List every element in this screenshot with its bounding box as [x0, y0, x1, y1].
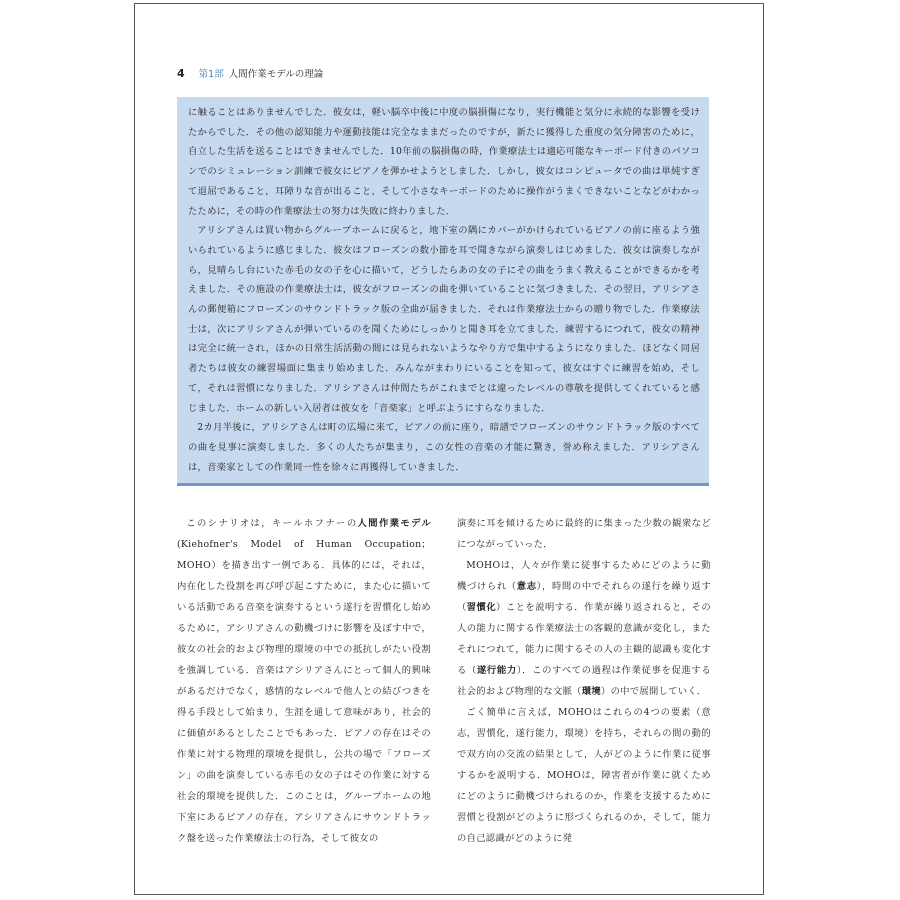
body-paragraph: ごく簡単に言えば，MOHOはこれらの4つの要素（意志，習慣化，遂行能力，環境）を持ち，それらの間の動的で双方向の交流の結果として，人がどのように作業に従事するかを説明する．MOHOは，障害者が作業に就くためにどのように動機づけられるのか，作業を支援するために習慣と役割がどのように形づくられるのか，そして，能力の自己認識がどのように発 — [457, 707, 711, 844]
body-paragraph: 演奏に耳を傾けるために最終的に集まった少数の観衆などにつながっていった． — [457, 518, 711, 550]
case-paragraph: アリシアさんは買い物からグループホームに戻ると，地下室の隅にカバーがかけられているピアノの前に座るよう強いられているように感じました．彼女はフローズンの数小節を耳で聞きながら演奏しはじめました．彼女は演奏しながら，見晴らし台にいた赤毛の女の子を心に描いて，どうしたらあの女の子にその曲をうまく教えることができるかを考えました．その施設の作業療法士は，彼女がフローズンの曲を弾いていることに気づきました．その翌日，アリシアさんの郵便箱にフローズンのサウンドトラック版の全曲が届きました．それは作業療法士からの贈り物でした．作業療法士は，次にアリシアさんが弾いているのを聞くためにしっかりと聞き耳を立てました．練習するにつれて，彼女の精神は完全に統一され，ほかの日常生活活動の間には見られないようなやり方で集中するようになりました．ほどなく同居者たちは彼女の練習場面に集まり始めました．みんながまわりにいることを知って，彼女はすぐに練習を始め，そして，それは習慣になりました．アリシアさんは仲間たちがこれまでとは違ったレベルの尊敬を提供してくれていると感じました．ホームの新しい入居者は彼女を「音楽家」と呼ぶようにすらなりました． — [188, 225, 700, 414]
body-paragraph — [177, 513, 431, 849]
body-column-left — [177, 513, 431, 849]
body-column-right — [457, 513, 711, 849]
text-run: このシナリオは，キールホフナーの — [186, 518, 358, 529]
text-run: MOHOは，人々が作業に従事するためにどのように動機づけられ（ — [457, 560, 711, 592]
key-term: 人間作業モデル — [357, 518, 431, 529]
part-label: 第1部 — [198, 69, 224, 80]
key-term: 意志 — [516, 581, 537, 592]
key-term: 遂行能力 — [476, 665, 517, 676]
text-run: ）の中で展開していく． — [600, 686, 707, 697]
running-header — [177, 67, 323, 81]
text-run: (Kiehofner's Model of Human Occupation；MOHO）を描き出す一例である．具体的には，それは，内在化した役割を再び呼び起こすために，また心に描いている活動である音楽を演奏するという遂行を習慣化し始めるために，アシリアさんの動機づけに影響を及ぼす中で，彼女の社会的および物理的環境の中での抵抗しがたい役割を強調している．音楽はアシリアさんにとって個人的興味があるだけでなく，感情的なレベルで他人との結びつきを得る手段として始まり，生涯を通して意味があり，社会的に価値があるとしたことでもあった．ピアノの存在はその作業に対する物理的環境を提供し，公共の場で「フローズン」の曲を演奏している赤毛の女の子はその作業に対する社会的環境を提供した．このことは，グループホームの地下室にあるピアノの存在，アシリアさんにサウンドトラック盤を送った作業療法士の行為，そして彼女の — [177, 539, 431, 844]
case-story-box — [177, 97, 709, 486]
body-paragraph — [457, 555, 711, 702]
text-run: ），時間の中でそれらの遂行を繰り返す（ — [457, 581, 711, 613]
document-page — [134, 3, 764, 895]
case-paragraph: 2カ月半後に，アリシアさんは町の広場に来て，ピアノの前に座り，暗譜でフローズンのサウンドトラック版のすべての曲を見事に演奏しました．多くの人たちが集まり，この女性の音楽の才能に驚き，誉め称えました．アリシアさんは，音楽家としての作業同一性を徐々に再獲得していきました． — [188, 422, 700, 473]
key-term: 環境 — [581, 686, 601, 697]
page-number: 4 — [177, 67, 185, 80]
case-paragraph: に触ることはありませんでした．彼女は，軽い脳卒中後に中度の脳損傷になり，実行機能と気分に永続的な影響を受けたからでした．その他の認知能力や運動技能は完全なままだったのですが，新たに獲得した重度の気分障害のために，自立した生活を送ることはできませんでした．10年前の脳損傷の時，作業療法士は適応可能なキーボード付きのパソコンでのシミュレーション訓練で彼女にピアノを弾かせようとしました．しかし，彼女はコンピュータでの曲は単純すぎて退屈であること，耳障りな音が出ること，そして小さなキーボードのために操作がうまくできないことなどがわかったために，その時の作業療法士の努力は失敗に終わりました． — [188, 107, 700, 217]
text-run: ）．このすべての過程は作業従事を促進する社会的および物理的な文脈（ — [457, 665, 711, 697]
key-term: 習慣化 — [466, 602, 497, 613]
text-run: ）ことを説明する．作業が繰り返されると，その人の能力に関する作業療法士の客観的意識が変化し，またそれにつれて，能力に関するその人の主観的認識も変化する（ — [457, 602, 711, 676]
chapter-title: 人間作業モデルの理論 — [228, 69, 324, 80]
